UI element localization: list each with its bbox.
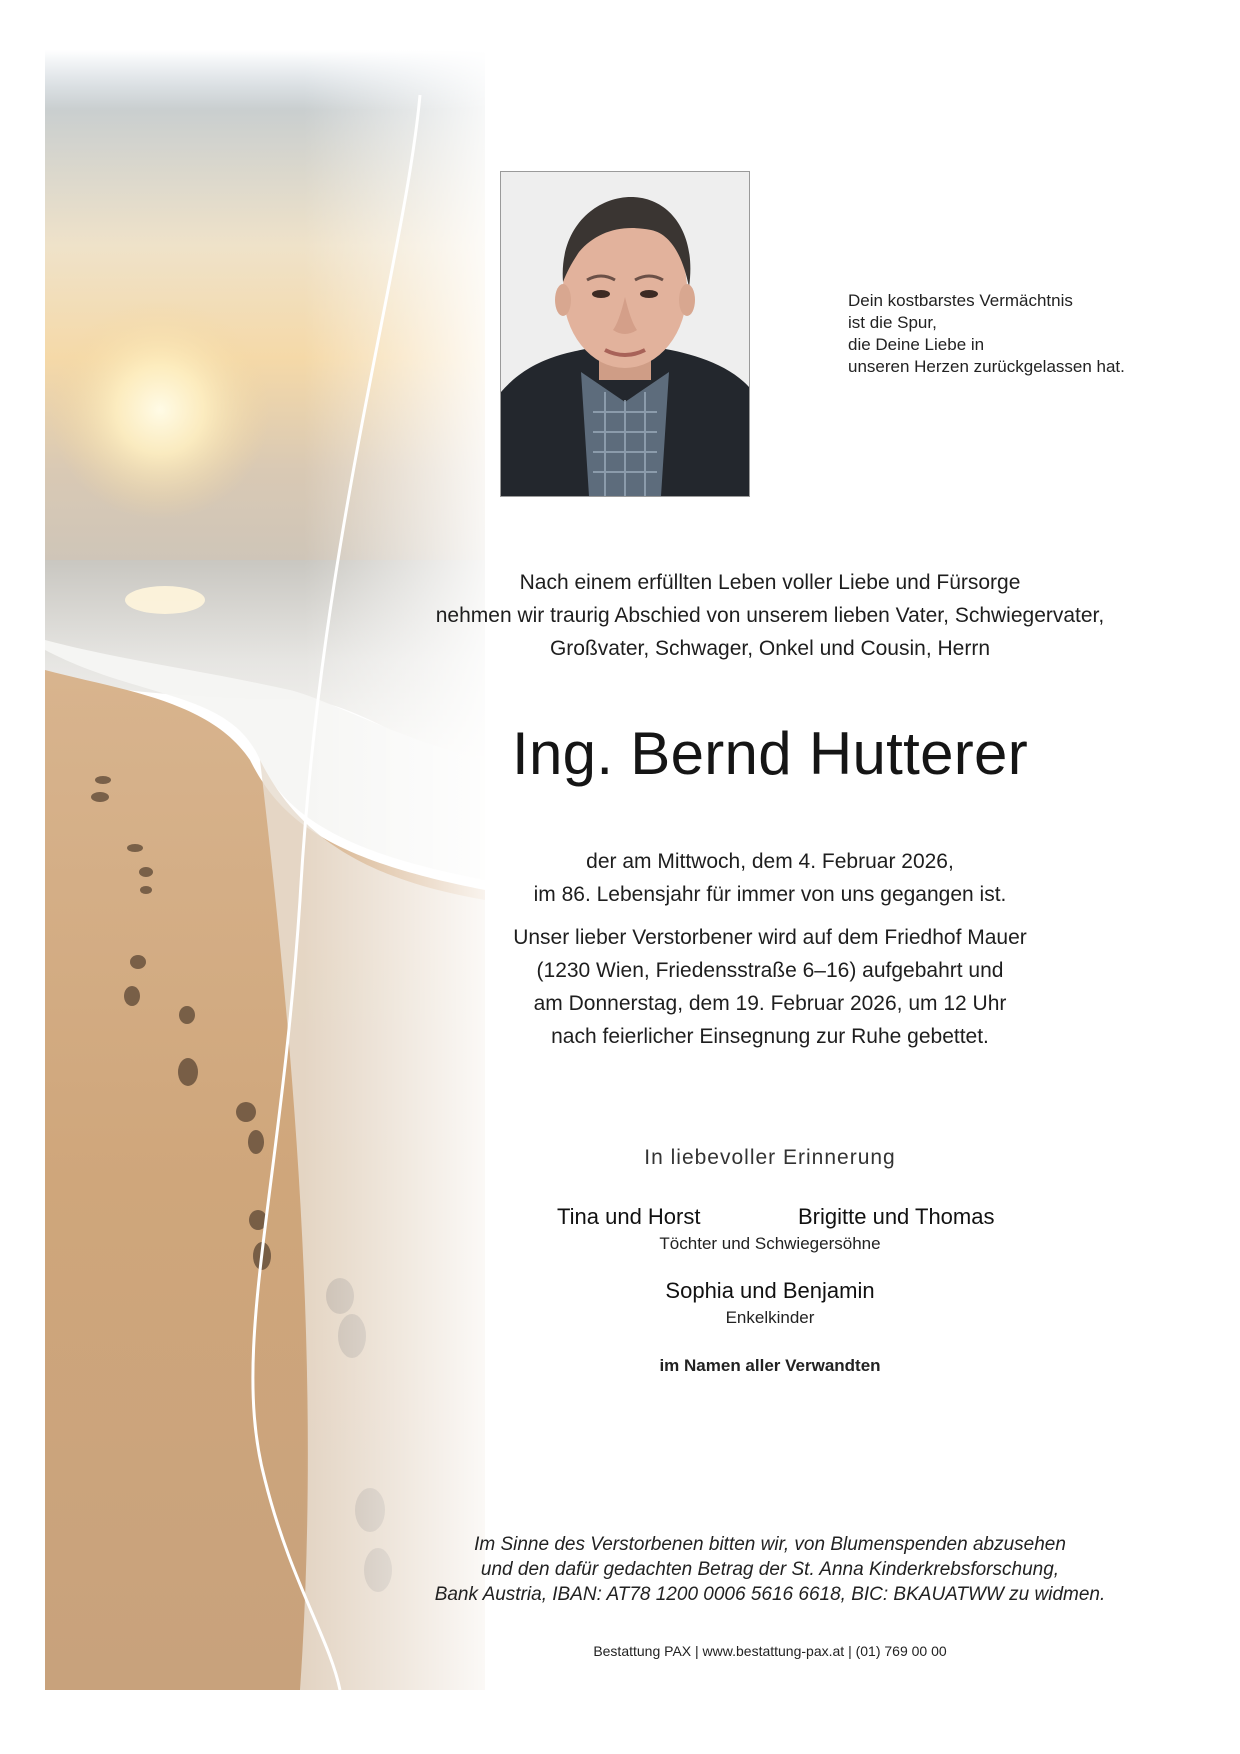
passing-line: im 86. Lebensjahr für immer von uns gegangen ist.	[533, 883, 1007, 906]
donation-line: Bank Austria, IBAN: AT78 1200 0006 5616 6618, BIC: BKAUATWW zu widmen.	[434, 1584, 1106, 1605]
quote-line: Dein kostbarstes Vermächtnis	[848, 291, 1073, 310]
mourners-list	[390, 1204, 1150, 1376]
quote-line: unseren Herzen zurückgelassen hat.	[848, 357, 1125, 376]
intro-line: Großvater, Schwager, Onkel und Cousin, Herrn	[549, 637, 991, 660]
donation-line: Im Sinne des Verstorbenen bitten wir, von Blumenspenden abzusehen	[474, 1534, 1066, 1555]
intro-line: nehmen wir traurig Abschied von unserem lieben Vater, Schwiegervater,	[435, 604, 1105, 627]
footer-website[interactable]: www.bestattung-pax.at	[702, 1643, 845, 1659]
intro-text	[390, 566, 1150, 665]
deceased-name: Ing. Bernd Hutterer	[512, 720, 1028, 787]
funeral-line: nach feierlicher Einsegnung zur Ruhe gebettet.	[551, 1025, 989, 1048]
memorial-quote	[848, 290, 1178, 378]
quote-line: ist die Spur,	[848, 313, 937, 332]
funeral-line: (1230 Wien, Friedensstraße 6–16) aufgebahrt und	[536, 959, 1004, 982]
passing-line: der am Mittwoch, dem 4. Februar 2026,	[586, 850, 954, 873]
footer-company: Bestattung PAX	[593, 1643, 692, 1659]
footer: Bestattung PAX | www.bestattung-pax.at | (01) 769 00 00	[593, 1643, 947, 1659]
donation-line: und den dafür gedachten Betrag der St. Anna Kinderkrebsforschung,	[480, 1559, 1060, 1580]
memory-heading: In liebevoller Erinnerung	[644, 1146, 896, 1169]
funeral-line: am Donnerstag, dem 19. Februar 2026, um 12 Uhr	[533, 992, 1007, 1015]
intro-line: Nach einem erfüllten Leben voller Liebe und Fürsorge	[519, 571, 1021, 594]
grandchildren-role: Enkelkinder	[725, 1308, 815, 1327]
children-names	[390, 1204, 1150, 1234]
footer-phone[interactable]: (01) 769 00 00	[855, 1643, 947, 1659]
portrait-photo	[500, 171, 750, 497]
grandchildren-names: Sophia und Benjamin	[665, 1278, 875, 1303]
quote-line: die Deine Liebe in	[848, 335, 985, 354]
funeral-details	[390, 845, 1150, 1053]
relatives-note: im Namen aller Verwandten	[659, 1356, 881, 1375]
child-name: Tina und Horst	[557, 1204, 701, 1229]
child-name: Brigitte und Thomas	[798, 1204, 995, 1229]
children-role: Töchter und Schwiegersöhne	[659, 1234, 881, 1253]
funeral-line: Unser lieber Verstorbener wird auf dem Friedhof Mauer	[513, 926, 1027, 949]
donation-request	[390, 1532, 1150, 1607]
